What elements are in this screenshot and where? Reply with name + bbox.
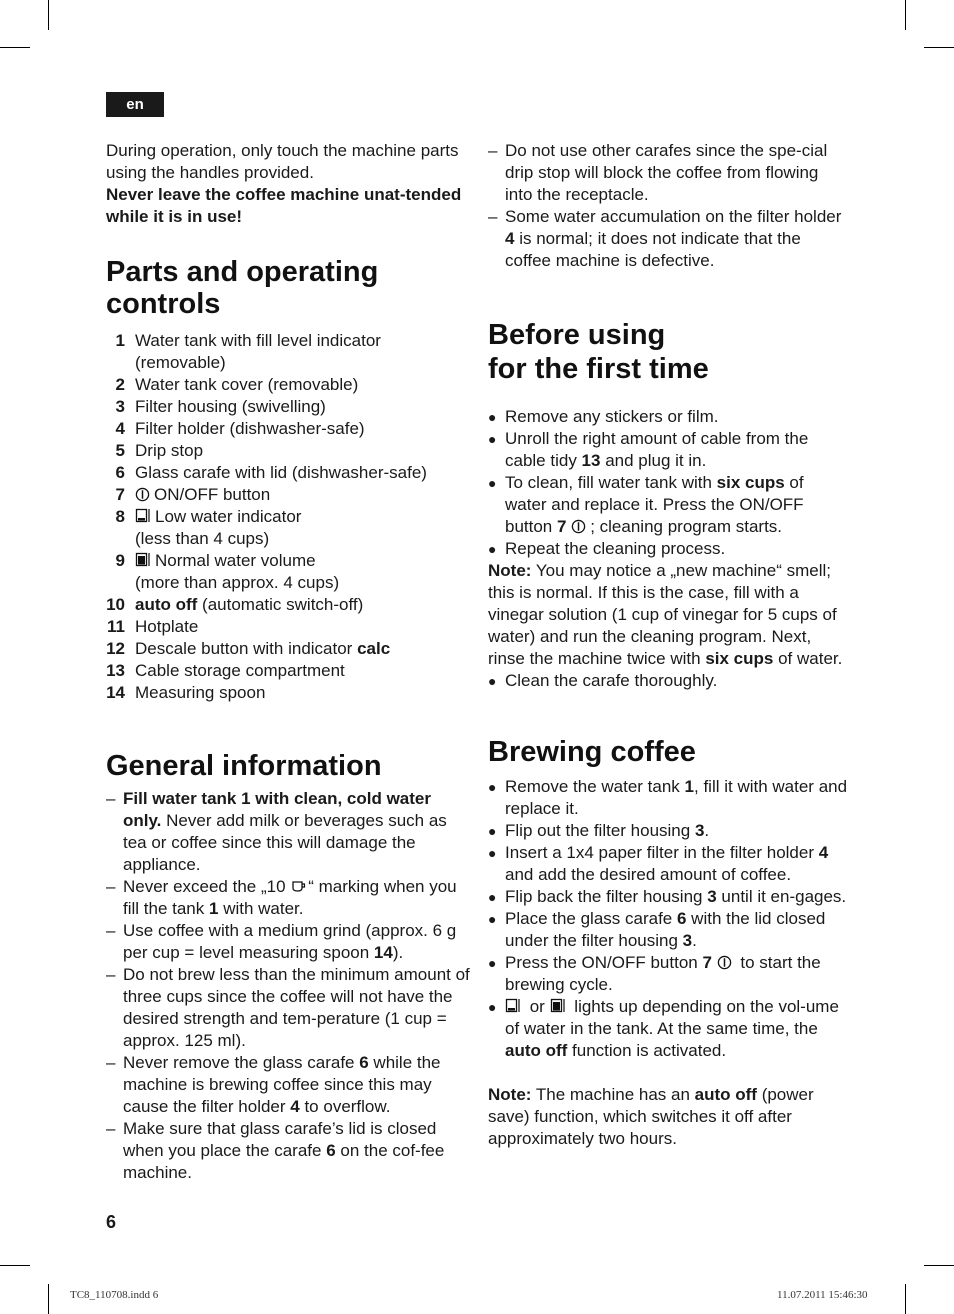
list-item	[488, 406, 848, 428]
left-column	[106, 140, 471, 1184]
list-item-text	[505, 140, 848, 206]
text: Descale button with indicator	[135, 639, 358, 658]
dash-marker: –	[106, 789, 116, 808]
bold-text: 14	[373, 943, 393, 962]
list-item-text	[123, 920, 471, 964]
part-number: 10	[106, 595, 125, 614]
part-item	[106, 638, 471, 660]
list-item	[488, 538, 848, 560]
list-item	[488, 428, 848, 472]
list-item-text	[505, 952, 848, 996]
bold-text: Fill water tank 1 with clean, cold water only.	[123, 789, 431, 830]
text: Water tank cover (removable)	[135, 375, 359, 394]
bold-text: 13	[581, 451, 601, 470]
text: Remove any stickers or film.	[505, 407, 719, 426]
part-number: 13	[106, 661, 125, 680]
list-item	[488, 820, 848, 842]
text: Filter housing (swivelling)	[135, 397, 326, 416]
intro-text: During operation, only touch the machine parts using the handles provided.	[106, 141, 459, 182]
text: .	[692, 931, 697, 950]
right-dash-list	[488, 140, 848, 272]
text: of water and replace it. Press the ON/OFF button	[505, 473, 804, 536]
text: Cable storage compartment	[135, 661, 345, 680]
part-number: 3	[115, 397, 125, 416]
right-column	[488, 140, 848, 1150]
list-item	[488, 776, 848, 820]
list-item	[106, 1118, 471, 1184]
list-item-text	[505, 908, 848, 952]
bullet-icon: ●	[488, 845, 497, 861]
bold-text: 4	[290, 1097, 300, 1116]
list-item	[488, 472, 848, 538]
text: to start the brewing cycle.	[505, 953, 821, 994]
list-item-text	[505, 472, 848, 538]
list-item-text	[123, 964, 471, 1052]
part-number: 9	[115, 551, 125, 570]
text: Make sure that glass carafe’s lid is closed when you place the carafe	[123, 1119, 437, 1160]
first-use-heading: Before using for the first time	[488, 319, 709, 385]
brewing-bullets	[488, 776, 848, 996]
part-item	[106, 374, 471, 396]
bold-text: 3	[707, 887, 717, 906]
text: and plug it in.	[600, 451, 707, 470]
text: ).	[392, 943, 404, 962]
list-item	[488, 908, 848, 952]
list-item-text	[505, 820, 848, 842]
text: Never add milk or beverages such as tea or coffee since this will damage the appliance.	[123, 811, 447, 874]
bold-text: 4	[505, 229, 515, 248]
part-label	[135, 550, 471, 594]
crop-mark	[0, 1265, 30, 1266]
part-item	[106, 440, 471, 462]
part-label	[135, 462, 471, 484]
part-item	[106, 462, 471, 484]
list-item	[106, 1052, 471, 1118]
bold-text: six cups	[716, 473, 785, 492]
text: Insert a 1x4 paper filter in the filter holder	[505, 843, 819, 862]
part-label	[135, 616, 471, 638]
crop-mark	[905, 1284, 906, 1314]
dash-marker: –	[106, 877, 116, 896]
part-number: 11	[107, 617, 125, 636]
part-item	[106, 594, 471, 616]
list-item	[106, 964, 471, 1052]
crop-mark	[0, 47, 30, 48]
parts-list	[106, 330, 471, 704]
text: with the lid closed under the filter housing	[505, 909, 826, 950]
dash-marker: –	[106, 1053, 116, 1072]
text: ON/OFF button	[154, 485, 271, 504]
bold-text: calc	[357, 639, 391, 658]
crop-mark	[48, 0, 49, 30]
part-item	[106, 616, 471, 638]
parts-heading: Parts and operating controls	[106, 256, 379, 320]
first-use-note: Note: You may notice a „new machine“ smell; this is normal. If this is the case, fill with a vinegar solution (1 cup of vinegar for 5 cups of water) and run the cleaning program. Next, rinse the machine twice with six cups of water.	[488, 561, 843, 668]
part-number: 8	[115, 507, 125, 526]
text: (automatic switch-off)	[197, 595, 364, 614]
part-label	[135, 374, 471, 396]
list-item-text	[505, 886, 848, 908]
text: Some water accumulation on the filter holder	[505, 207, 842, 226]
bullet-icon: ●	[488, 541, 497, 557]
text: Drip stop	[135, 441, 204, 460]
text: while the machine is brewing coffee since this may cause the filter holder	[123, 1053, 441, 1116]
text: Flip out the filter housing	[505, 821, 695, 840]
part-item	[106, 660, 471, 682]
text: Normal water volume	[155, 551, 316, 570]
crop-mark	[48, 1284, 49, 1314]
bold-text: 7	[702, 953, 712, 972]
list-item: ● or lights up depending on the vol-ume of water in the tank. At the same time, the auto off function is activated.	[488, 997, 839, 1060]
part-label	[135, 330, 471, 374]
general-list	[106, 788, 471, 1184]
low-water-icon	[505, 998, 521, 1014]
part-number: 1	[115, 331, 125, 350]
list-item	[106, 920, 471, 964]
first-use-bullets	[488, 406, 848, 560]
text: Hotplate	[135, 617, 199, 636]
text: (less than 4 cups)	[135, 529, 270, 548]
text: Press the ON/OFF button	[505, 953, 703, 972]
bold-text: 1	[209, 899, 219, 918]
text: .	[704, 821, 710, 840]
list-item-text	[505, 406, 848, 428]
list-item-text	[123, 788, 471, 876]
print-timestamp: 11.07.2011 15:46:30	[777, 1289, 868, 1301]
bold-text: 4	[818, 843, 829, 862]
part-number: 2	[115, 375, 125, 394]
list-item	[488, 952, 848, 996]
part-label	[135, 484, 471, 506]
dash-marker: –	[488, 207, 498, 226]
text: Glass carafe with lid (dishwasher-safe)	[135, 463, 427, 482]
bullet-icon: ●	[488, 779, 497, 795]
part-item	[106, 506, 471, 550]
normal-water-icon	[550, 998, 566, 1014]
bold-text: 6	[326, 1141, 336, 1160]
part-label	[135, 638, 471, 660]
normal-water-icon	[135, 552, 151, 568]
text: to overflow.	[299, 1097, 391, 1116]
page-number: 6	[106, 1212, 117, 1232]
part-item	[106, 418, 471, 440]
bold-text: auto off	[135, 595, 198, 614]
list-item	[488, 886, 848, 908]
bullet-icon: ●	[488, 673, 497, 689]
text: Do not brew less than the minimum amount of three cups since the coffee will not have the desired strength and tem-perature (1 cup = approx. 125 ml).	[123, 965, 470, 1050]
bold-text: 7	[557, 517, 567, 536]
text: and add the desired amount of coffee.	[505, 865, 792, 884]
list-item	[106, 788, 471, 876]
cup-icon	[291, 879, 307, 894]
part-item	[106, 330, 471, 374]
part-number: 14	[106, 683, 125, 702]
part-label	[135, 660, 471, 682]
text: is normal; it does not indicate that the coffee machine is defective.	[505, 229, 801, 270]
dash-marker: –	[106, 1119, 116, 1138]
dash-marker: –	[106, 921, 116, 940]
text: on the cof-fee machine.	[123, 1141, 445, 1182]
part-label	[135, 682, 471, 704]
part-item	[106, 550, 471, 594]
bullet-icon: ●	[488, 475, 497, 491]
bullet-icon: ●	[488, 409, 497, 425]
crop-mark	[924, 1265, 954, 1266]
text: Measuring spoon	[135, 683, 266, 702]
text: Never remove the glass carafe	[123, 1053, 360, 1072]
part-item	[106, 396, 471, 418]
power-icon	[717, 955, 732, 970]
list-item-text	[123, 876, 471, 920]
dash-marker: –	[106, 965, 116, 984]
part-item	[106, 484, 471, 506]
brewing-note: Note: The machine has an auto off (power save) function, which switches it off after approximately two hours.	[488, 1085, 814, 1148]
text: , fill it with water and replace it.	[505, 777, 848, 818]
bold-text: 1	[684, 777, 694, 796]
list-item	[488, 842, 848, 886]
part-label	[135, 440, 471, 462]
language-tab: en	[106, 92, 164, 117]
crop-mark	[924, 47, 954, 48]
list-item-text	[505, 428, 848, 472]
power-icon	[135, 487, 150, 502]
bullet-icon: ●	[488, 823, 497, 839]
brewing-heading: Brewing coffee	[488, 736, 696, 768]
text: Flip back the filter housing	[505, 887, 708, 906]
text: Remove the water tank	[505, 777, 685, 796]
bold-text: 6	[359, 1053, 369, 1072]
text: Do not use other carafes since the spe-cial drip stop will block the coffee from flowing into the receptacle.	[505, 141, 828, 204]
crop-mark	[905, 0, 906, 30]
text: To clean, fill water tank with	[505, 473, 717, 492]
text: Low water indicator	[155, 507, 302, 526]
general-heading: General information	[106, 750, 382, 782]
part-number: 5	[115, 441, 125, 460]
bold-text: 6	[676, 909, 687, 928]
power-icon	[571, 519, 586, 534]
low-water-icon	[135, 508, 151, 524]
list-item-text	[505, 538, 848, 560]
text: “ marking when you fill the tank	[123, 877, 457, 918]
list-item-text	[505, 776, 848, 820]
list-item: ● Clean the carafe thoroughly.	[488, 671, 718, 690]
list-item	[488, 140, 848, 206]
part-label	[135, 418, 471, 440]
bold-text: 3	[694, 821, 705, 840]
text: Unroll the right amount of cable from the cable tidy	[505, 429, 809, 470]
text: (removable)	[135, 353, 226, 372]
bullet-icon: ●	[488, 999, 497, 1015]
part-label	[135, 506, 471, 550]
text: Place the glass carafe	[505, 909, 677, 928]
list-item	[488, 206, 848, 272]
part-number: 4	[115, 419, 125, 438]
list-item-text	[123, 1052, 471, 1118]
part-label	[135, 594, 471, 616]
part-number: 12	[106, 639, 125, 658]
text: (more than approx. 4 cups)	[135, 573, 340, 592]
file-name: TC8_110708.indd 6	[70, 1289, 159, 1301]
part-number: 7	[115, 485, 125, 504]
text: Water tank with fill level indicator	[135, 331, 381, 350]
text: ; cleaning program starts.	[590, 517, 783, 536]
text: Filter holder (dishwasher-safe)	[135, 419, 365, 438]
bullet-icon: ●	[488, 955, 497, 971]
part-label	[135, 396, 471, 418]
text: Repeat the cleaning process.	[505, 539, 726, 558]
list-item-text	[505, 206, 848, 272]
list-item-text	[505, 842, 848, 886]
intro-warning: Never leave the coffee machine unat-tended while it is in use!	[106, 185, 462, 226]
part-item	[106, 682, 471, 704]
bullet-icon: ●	[488, 431, 497, 447]
list-item-text	[123, 1118, 471, 1184]
text: Use coffee with a medium grind (approx. 6 g per cup = level measuring spoon	[123, 921, 457, 962]
text: with water.	[218, 899, 304, 918]
bullet-icon: ●	[488, 889, 497, 905]
bold-text: 3	[682, 931, 693, 950]
dash-marker: –	[488, 141, 498, 160]
part-number: 6	[115, 463, 125, 482]
list-item	[106, 876, 471, 920]
text: until it en-gages.	[716, 887, 847, 906]
bullet-icon: ●	[488, 911, 497, 927]
text: Never exceed the „10	[123, 877, 291, 896]
